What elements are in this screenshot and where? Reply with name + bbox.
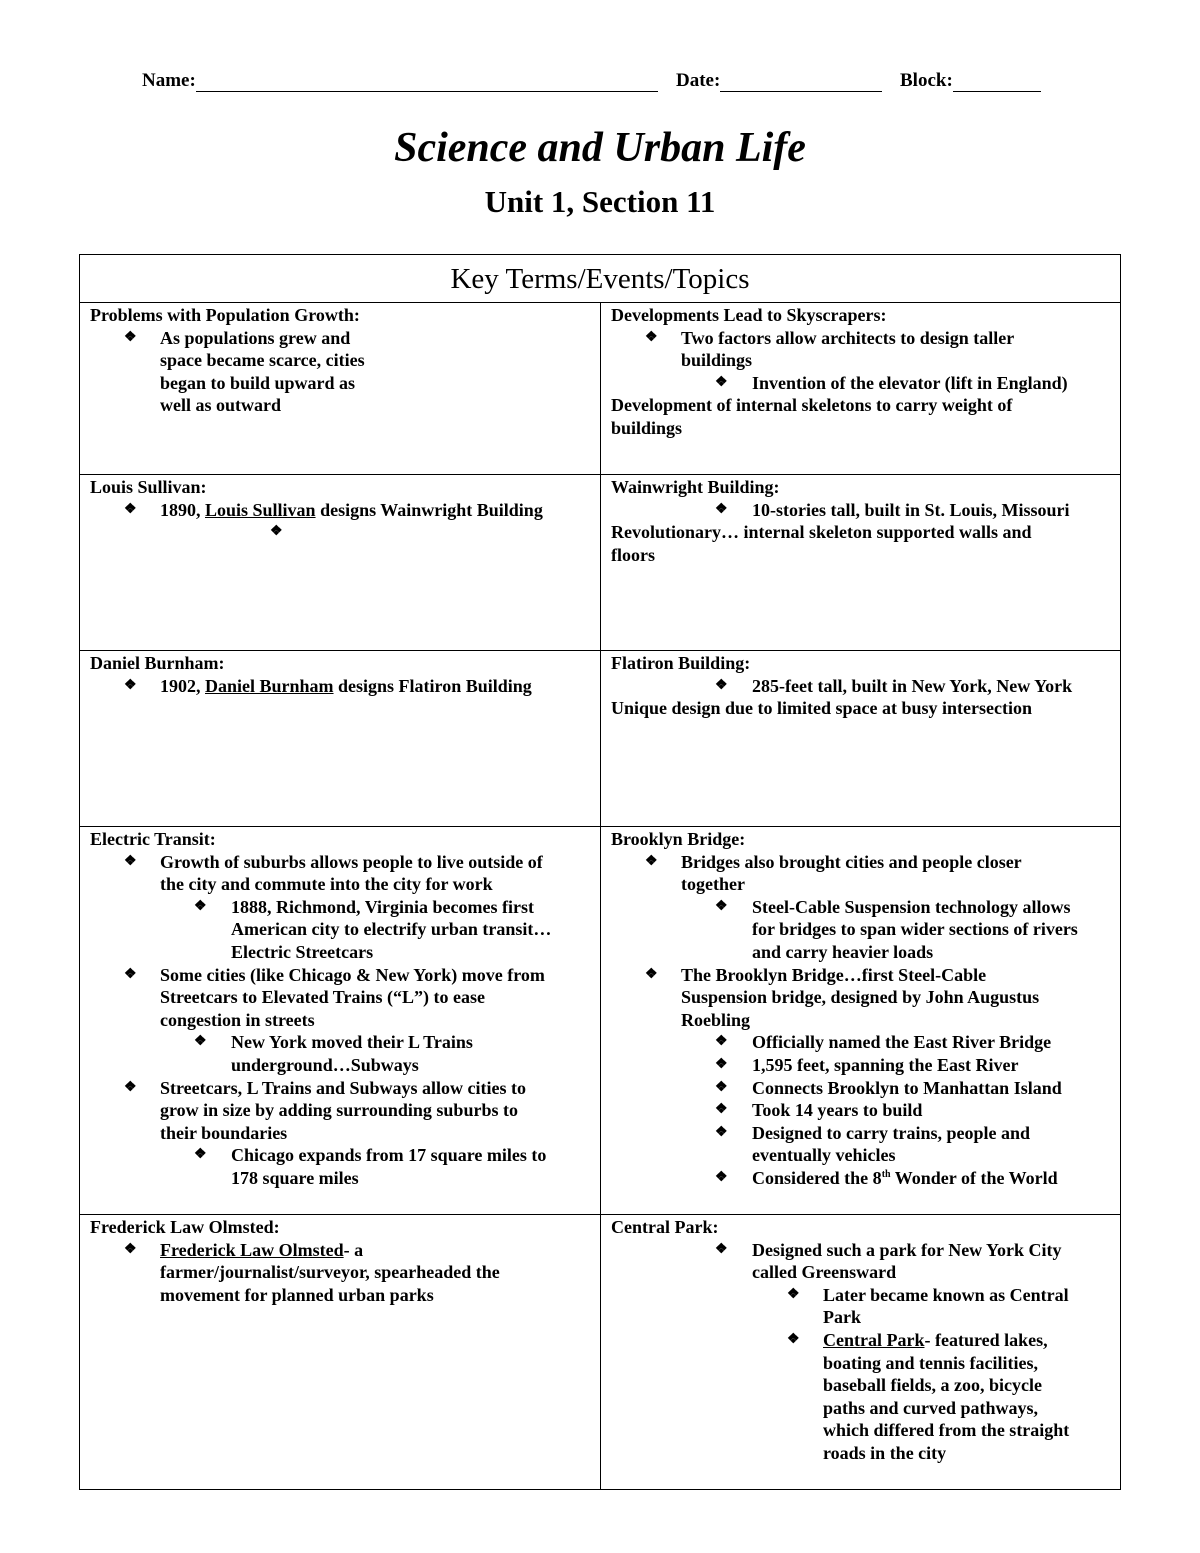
cell-frederick-law-olmsted: [80, 1215, 601, 1489]
diamond-bullet-icon: ❖: [270, 524, 283, 540]
page-title: Science and Urban Life: [394, 125, 806, 171]
cell-title: Daniel Burnham:: [90, 653, 225, 673]
name-label: Name:: [142, 70, 196, 91]
cell-central-park: [601, 1215, 1120, 1489]
diamond-bullet-icon: ❖: [194, 898, 207, 914]
diamond-bullet-icon: ❖: [124, 1241, 137, 1257]
date-field[interactable]: [676, 70, 882, 92]
sub-bullet-item: [611, 1167, 1116, 1190]
diamond-bullet-icon: ❖: [645, 329, 658, 345]
diamond-bullet-icon: ❖: [124, 966, 137, 982]
key-terms-table: [79, 254, 1121, 1490]
sub-bullet-item: [611, 499, 1116, 522]
cell-title: Louis Sullivan:: [90, 477, 207, 497]
sub-sub-bullet-item: [611, 1284, 1116, 1329]
diamond-bullet-icon: ❖: [645, 853, 658, 869]
bullet-text: Designed such a park for New York City: [752, 1239, 1062, 1260]
bullet-text: Designed to carry trains, people and: [752, 1122, 1030, 1143]
sub-bullet-item: [90, 896, 596, 964]
cell-title: Developments Lead to Skyscrapers:: [611, 305, 887, 325]
bullet-text: baseball fields, a zoo, bicycle: [823, 1375, 1042, 1396]
cell-title: Problems with Population Growth:: [90, 305, 360, 325]
cell-population-growth: [80, 303, 601, 475]
bullet-text: 1888, Richmond, Virginia becomes first: [231, 896, 534, 917]
bullet-text: 285-feet tall, built in New York, New York: [752, 675, 1073, 696]
sub-bullet-item: [90, 1031, 596, 1076]
block-blank[interactable]: [953, 71, 1041, 92]
bullet-text: Two factors allow architects to design taller: [681, 327, 1015, 348]
cell-flatiron-building: [601, 651, 1120, 827]
bullet-text: 1,595 feet, spanning the East River: [752, 1054, 1019, 1075]
sub-bullet-item: [90, 1144, 596, 1189]
cell-skyscrapers: [601, 303, 1120, 475]
diamond-bullet-icon: ❖: [715, 1102, 728, 1118]
bullet-item: [90, 1077, 596, 1145]
bullet-text: eventually vehicles: [752, 1145, 896, 1166]
name-blank[interactable]: [196, 71, 658, 92]
bullet-text: grow in size by adding surrounding suburbs to: [160, 1100, 518, 1121]
diamond-bullet-icon: ❖: [715, 1079, 728, 1095]
bullet-text: farmer/journalist/surveyor, spearheaded the: [160, 1262, 500, 1283]
bullet-item: [90, 499, 596, 522]
cell-title: Wainwright Building:: [611, 477, 780, 497]
bullet-text: their boundaries: [160, 1122, 288, 1143]
bullet-item: [611, 964, 1116, 1032]
diamond-bullet-icon: ❖: [124, 501, 137, 517]
bullet-text: Took 14 years to build: [752, 1100, 923, 1121]
bullet-item: [90, 1239, 596, 1307]
bullet-item: [90, 675, 596, 698]
bullet-text: Officially named the East River Bridge: [752, 1032, 1052, 1053]
block-label: Block:: [900, 70, 953, 91]
table-heading: Key Terms/Events/Topics: [80, 255, 1120, 303]
body-text: Revolutionary… internal skeleton supported walls and: [611, 522, 1032, 543]
bullet-text: Roebling: [681, 1009, 751, 1030]
cell-title: Frederick Law Olmsted:: [90, 1217, 280, 1237]
sub-bullet-item: [611, 1239, 1116, 1284]
sub-sub-bullet-item: [611, 1329, 1116, 1465]
bullet-text: buildings: [681, 350, 753, 371]
bullet-text: paths and curved pathways,: [823, 1397, 1039, 1418]
bullet-text: Frederick Law Olmsted- a: [160, 1239, 364, 1260]
bullet-item: [90, 327, 596, 417]
bullet-item: [611, 851, 1116, 896]
underlined-term: Frederick Law Olmsted: [160, 1239, 344, 1260]
sub-bullet-item: [611, 1054, 1116, 1077]
bullet-text: began to build upward as: [160, 372, 356, 393]
diamond-bullet-icon: ❖: [715, 1056, 728, 1072]
bullet-text: Streetcars, L Trains and Subways allow cities to: [160, 1077, 527, 1098]
diamond-bullet-icon: ❖: [194, 1034, 207, 1050]
bullet-item: [90, 964, 596, 1032]
bullet-text: Streetcars to Elevated Trains (“L”) to ease: [160, 987, 485, 1008]
body-text: floors: [611, 544, 655, 565]
sub-bullet-item: [611, 1077, 1116, 1100]
bullet-text: together: [681, 874, 745, 895]
diamond-bullet-icon: ❖: [715, 677, 728, 693]
bullet-text: space became scarce, cities: [160, 350, 365, 371]
bullet-text: and carry heavier loads: [752, 941, 934, 962]
bullet-text: Park: [823, 1307, 861, 1328]
diamond-bullet-icon: ❖: [715, 898, 728, 914]
bullet-item: [90, 851, 596, 896]
bullet-text: The Brooklyn Bridge…first Steel-Cable: [681, 964, 987, 985]
bullet-text: New York moved their L Trains: [231, 1032, 473, 1053]
cell-wainwright-building: [601, 475, 1120, 651]
diamond-bullet-icon: ❖: [715, 374, 728, 390]
bullet-text: well as outward: [160, 395, 281, 416]
diamond-bullet-icon: ❖: [715, 1034, 728, 1050]
student-info-line: [142, 70, 1052, 96]
bullet-text: which differed from the straight: [823, 1420, 1070, 1441]
bullet-text: movement for planned urban parks: [160, 1284, 434, 1305]
bullet-text: called Greensward: [752, 1262, 897, 1283]
ordinal-superscript: th: [881, 1168, 891, 1180]
sub-bullet-item: [611, 675, 1116, 698]
bullet-text: underground…Subways: [231, 1054, 419, 1075]
diamond-bullet-icon: ❖: [124, 1079, 137, 1095]
bullet-text: roads in the city: [823, 1442, 947, 1463]
body-text: Development of internal skeletons to carry weight of: [611, 395, 1013, 416]
underlined-term: Central Park: [823, 1329, 925, 1350]
bullet-item: [611, 327, 1116, 372]
sub-bullet-item: [611, 1031, 1116, 1054]
empty-bullet-item: [90, 521, 596, 544]
bullet-text: Later became known as Central: [823, 1284, 1069, 1305]
block-field[interactable]: [900, 70, 1041, 92]
date-blank[interactable]: [720, 71, 882, 92]
sub-bullet-item: [611, 896, 1116, 964]
diamond-bullet-icon: ❖: [124, 853, 137, 869]
cell-title: Brooklyn Bridge:: [611, 829, 746, 849]
sub-bullet-item: [611, 1099, 1116, 1122]
sub-bullet-item: [611, 1122, 1116, 1167]
bullet-text: Some cities (like Chicago & New York) move from: [160, 964, 545, 985]
bullet-text: Growth of suburbs allows people to live outside of: [160, 851, 543, 872]
diamond-bullet-icon: ❖: [787, 1331, 800, 1347]
underlined-term: Louis Sullivan: [205, 499, 316, 520]
bullet-text: As populations grew and: [160, 327, 351, 348]
diamond-bullet-icon: ❖: [715, 1241, 728, 1257]
bullet-text: the city and commute into the city for work: [160, 874, 493, 895]
bullet-text: 10-stories tall, built in St. Louis, Missouri: [752, 499, 1070, 520]
bullet-text: Central Park- featured lakes,: [823, 1329, 1048, 1350]
bullet-text: Steel-Cable Suspension technology allows: [752, 896, 1071, 917]
diamond-bullet-icon: ❖: [194, 1147, 207, 1163]
diamond-bullet-icon: ❖: [124, 329, 137, 345]
bullet-text: Considered the 8th Wonder of the World: [752, 1167, 1058, 1188]
cell-title: Central Park:: [611, 1217, 719, 1237]
cell-electric-transit: [80, 827, 601, 1215]
diamond-bullet-icon: ❖: [715, 501, 728, 517]
sub-bullet-item: [611, 372, 1116, 395]
date-label: Date:: [676, 70, 721, 91]
bullet-text: for bridges to span wider sections of rivers: [752, 919, 1078, 940]
bullet-text: 178 square miles: [231, 1167, 359, 1188]
body-text: buildings: [611, 417, 683, 438]
bullet-text: Chicago expands from 17 square miles to: [231, 1145, 547, 1166]
cell-title: Electric Transit:: [90, 829, 216, 849]
underlined-term: Daniel Burnham: [205, 675, 334, 696]
bullet-text: Electric Streetcars: [231, 941, 374, 962]
bullet-text: Connects Brooklyn to Manhattan Island: [752, 1077, 1062, 1098]
bullet-text: 1902, Daniel Burnham designs Flatiron Building: [160, 675, 532, 696]
bullet-text: congestion in streets: [160, 1009, 315, 1030]
diamond-bullet-icon: ❖: [645, 966, 658, 982]
bullet-text: Invention of the elevator (lift in England): [752, 372, 1068, 393]
diamond-bullet-icon: ❖: [715, 1169, 728, 1185]
cell-brooklyn-bridge: [601, 827, 1120, 1215]
cell-title: Flatiron Building:: [611, 653, 751, 673]
body-text: Unique design due to limited space at busy intersection: [611, 698, 1033, 719]
bullet-text: 1890, Louis Sullivan designs Wainwright Building: [160, 499, 543, 520]
diamond-bullet-icon: ❖: [124, 677, 137, 693]
bullet-text: boating and tennis facilities,: [823, 1352, 1039, 1373]
cell-louis-sullivan: [80, 475, 601, 651]
name-field[interactable]: [142, 70, 658, 92]
page-subtitle: Unit 1, Section 11: [484, 184, 716, 219]
bullet-text: Suspension bridge, designed by John Augustus: [681, 987, 1040, 1008]
diamond-bullet-icon: ❖: [787, 1286, 800, 1302]
cell-daniel-burnham: [80, 651, 601, 827]
bullet-text: Bridges also brought cities and people closer: [681, 851, 1022, 872]
bullet-text: American city to electrify urban transit…: [231, 919, 552, 940]
diamond-bullet-icon: ❖: [715, 1124, 728, 1140]
